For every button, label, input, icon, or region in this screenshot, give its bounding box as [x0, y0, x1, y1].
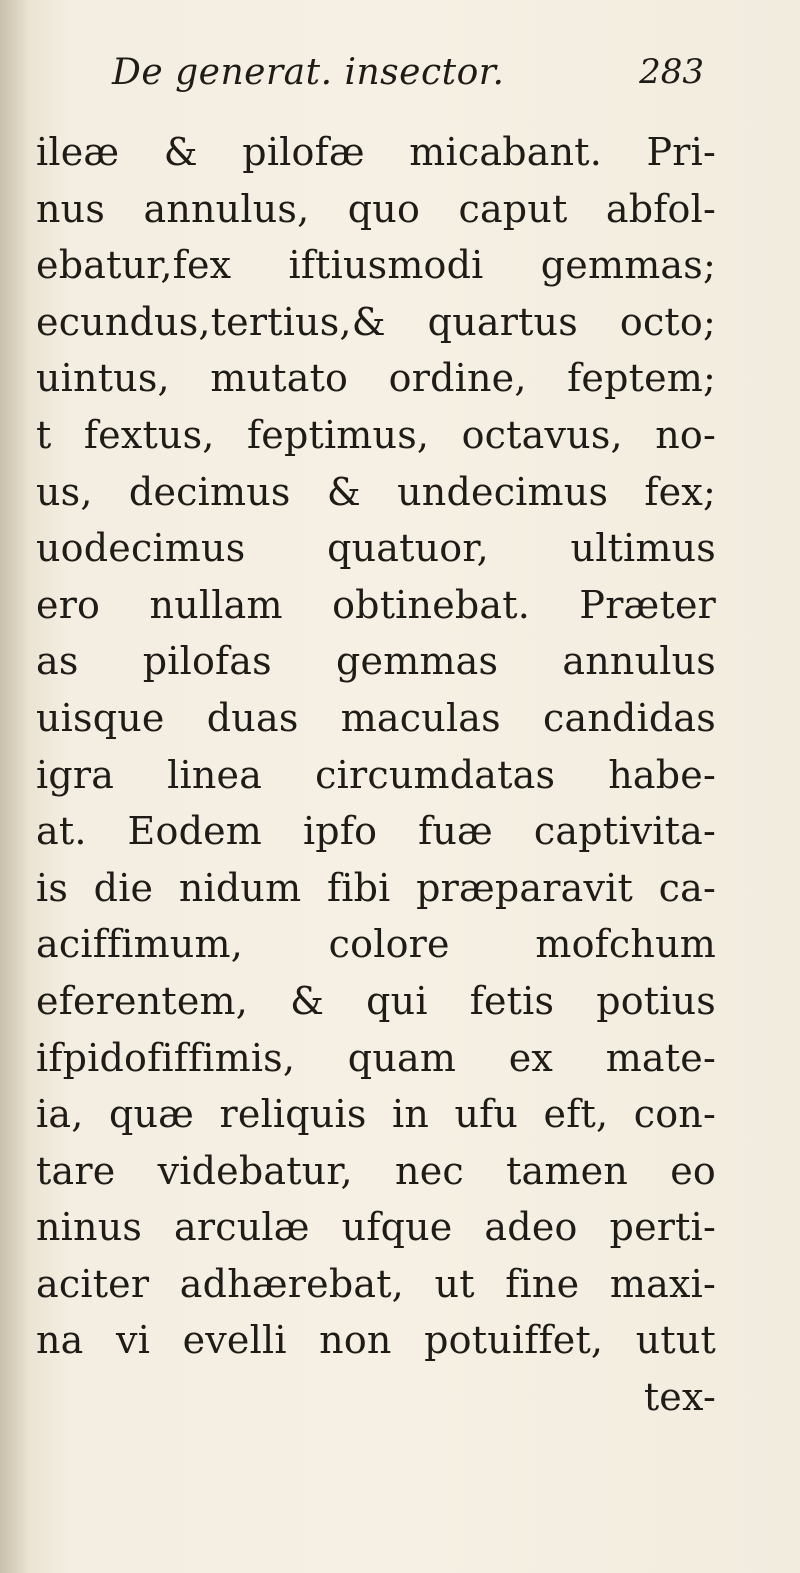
- text-line: ileæ & pilofæ micabant. Pri-: [36, 130, 716, 174]
- text-line: na vi evelli non potuiffet, utut: [36, 1318, 716, 1363]
- page-number: 283: [639, 52, 704, 92]
- text-line: at. Eodem ipfo fuæ captivita-: [36, 809, 716, 854]
- text-line: ebatur,fex iftiusmodi gemmas;: [36, 243, 716, 288]
- page-gutter: [0, 0, 28, 1573]
- text-line: us, decimus & undecimus fex;: [36, 469, 716, 514]
- catchword: tex-: [643, 1375, 716, 1420]
- text-line: ia, quæ reliquis in ufu eft, con-: [36, 1092, 716, 1137]
- text-line: uintus, mutato ordine, feptem;: [36, 356, 716, 401]
- text-line: ifpidofiffimis, quam ex mate-: [36, 1035, 716, 1080]
- text-line: is die nidum fibi præparavit ca-: [36, 865, 716, 910]
- text-line: eferentem, & qui fetis potius: [36, 978, 716, 1023]
- body-text: [36, 124, 716, 1426]
- text-line: as pilofas gemmas annulus: [36, 639, 716, 684]
- text-line: ero nullam obtinebat. Præter: [36, 582, 716, 627]
- text-line: uodecimus quatuor, ultimus: [36, 526, 716, 571]
- text-line: uisque duas maculas candidas: [36, 695, 716, 740]
- text-line: ecundus,tertius,& quartus octo;: [36, 299, 716, 344]
- text-line: t fextus, feptimus, octavus, no-: [36, 412, 716, 457]
- running-title: De generat. insector.: [112, 52, 505, 93]
- text-line: aciter adhærebat, ut fine maxi-: [36, 1261, 716, 1306]
- text-line: ninus arculæ ufque adeo perti-: [36, 1205, 716, 1250]
- text-line: igra linea circumdatas habe-: [36, 752, 716, 797]
- page-header: [112, 52, 712, 112]
- text-line: nus annulus, quo caput abfol-: [36, 186, 716, 231]
- text-line: tare videbatur, nec tamen eo: [36, 1148, 716, 1193]
- text-line: aciffimum, colore mofchum: [36, 922, 716, 967]
